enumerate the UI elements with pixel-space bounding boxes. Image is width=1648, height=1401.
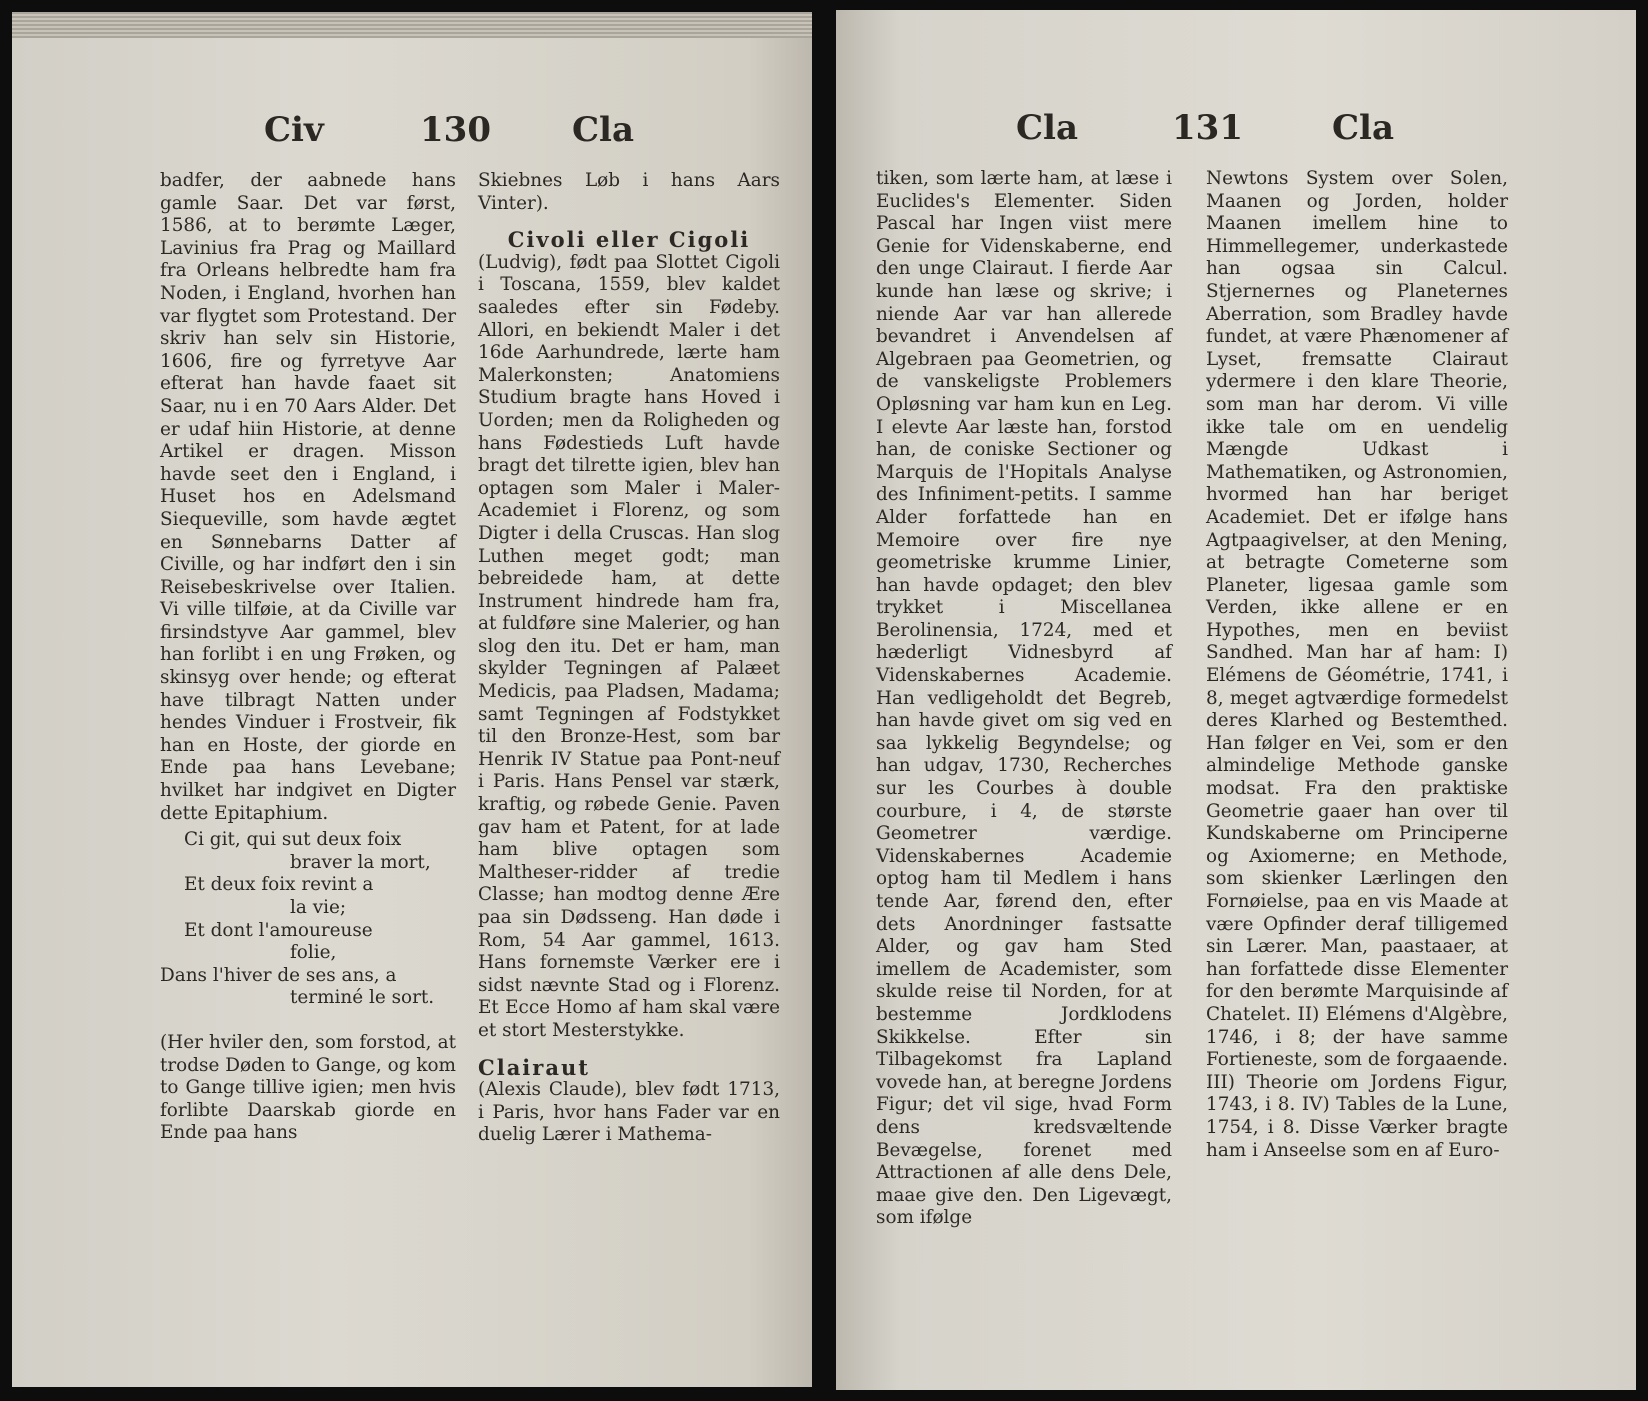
poem-line: Et deux foix revint a xyxy=(184,874,374,896)
paragraph: Skiebnes Løb i hans Aars Vinter). xyxy=(478,170,780,214)
header-right-word: Cla xyxy=(572,110,635,150)
page-number: 131 xyxy=(1172,108,1243,148)
text-column-1 xyxy=(876,168,1172,1230)
paragraph: tiken, som lærte ham, at læse i Euclides's Elementer. Siden Pascal har Ingen viist mere Genie for Videnskaberne, end den unge Clairaut. I fierde Aar kunde han læse og skrive; i niende Aar var han allerede bevandret i Anvendelsen af Algebraen paa Geometrien, og de vanskeligste Problemers Opløsning var ham kun en Leg. I elevte Aar læste han, forstod han, de coniske Sectioner og Marquis de l'Hopitals Analyse des Infiniment-petits. I samme Alder forfattede han en Memoire over fire nye geometriske krumme Linier, han havde opdaget; den blev trykket i Miscellanea Berolinensia, 1724, med et hæderligt Vidnesbyrd af Videnskabernes Academie. Han vedligeholdt det Begreb, han havde givet om sig ved en saa lykkelig Begyndelse; og han udgav, 1730, Recherches sur les Courbes à double courbure, i 4, de største Geometrer værdige. Videnskabernes Academie optog ham til Medlem i hans tende Aar, førend den, efter dets Anordninger fastsatte Alder, og gav ham Sted imellem de Academister, som skulde reise til Norden, for at bestemme Jordklodens Skikkelse. Efter sin Tilbagekomst fra Lapland vovede han, at beregne Jordens Figur; det vil sige, hvad Form dens kredsvæltende Bevægelse, forenet med Attractionen af alle dens Dele, maae give den. Den Ligevægt, som ifølge xyxy=(876,168,1172,1229)
paragraph: (Her hviler den, som forstod, at trodse Døden to Gange, og kom to Gange tillive igien; men hvis forlibte Daarskab giorde en Ende paa hans xyxy=(160,1031,456,1144)
left-page xyxy=(12,12,812,1387)
page-header xyxy=(836,108,1636,158)
poem-line: Dans l'hiver de ses ans, a xyxy=(160,964,397,986)
poem-line: braver la mort, xyxy=(290,851,431,873)
page-number: 130 xyxy=(420,110,491,150)
header-left-word: Cla xyxy=(1016,108,1079,148)
poem-line: terminé le sort. xyxy=(290,987,435,1009)
paragraph: (Ludvig), født paa Slottet Cigoli i Toscana, 1559, blev kaldet saaledes efter sin Fødeby. Allori, en bekiendt Maler i det 16de Aarhundrede, lærte ham Malerkonsten; Anatomiens Studium bragte hans Hoved i Uorden; men da Roligheden og hans Fødestieds Luft havde bragt det tilrette igien, blev han optagen som Maler i Maler-Academiet i Florenz, og som Digter i della Cruscas. Han slog Luthen meget godt; man bebreidede ham, at dette Instrument hindrede ham fra, at fuldføre sine Malerier, og han slog den itu. Det er ham, man skylder Tegningen af Palæet Medicis, paa Pladsen, Madama; samt Tegningen af Fodstykket til den Bronze-Hest, som bar Henrik IV Statue paa Pont-neuf i Paris. Hans Pensel var stærk, kraftig, og røbede Genie. Paven gav ham et Patent, for at lade ham blive optagen som Maltheser-ridder af tredie Classe; han modtog denne Ære paa sin Dødsseng. Han døde i Rom, 54 Aar gammel, 1613. Hans fornemste Værker ere i sidst nævnte Stad og i Florenz. Et Ecce Homo af ham skal være et stort Mesterstykke. xyxy=(478,251,780,1041)
paragraph: (Alexis Claude), blev født 1713, i Paris, hvor hans Fader var en duelig Lærer i Mathema- xyxy=(478,1079,780,1146)
entry-headword: Clairaut xyxy=(478,1054,590,1080)
text-column-2 xyxy=(1206,168,1508,1162)
poem-line: Et dont l'amoureuse xyxy=(184,919,373,941)
header-right-word: Cla xyxy=(1332,108,1395,148)
poem-line: la vie; xyxy=(290,897,347,918)
text-column-1 xyxy=(160,170,456,1145)
header-left-word: Civ xyxy=(264,110,324,150)
poem-line: folie, xyxy=(290,942,337,964)
poem-line: Ci git, qui sut deux foix xyxy=(184,829,402,851)
epitaph-poem xyxy=(160,829,456,1010)
page-edge-top xyxy=(12,12,812,38)
right-page xyxy=(836,10,1636,1390)
paragraph: Newtons System over Solen, Maanen og Jorden, holder Maanen imellem hine to Himmellegemer, underkastede han ogsaa sin Calcul. Stjernernes og Planeternes Aberration, som Bradley havde fundet, at være Phænomener af Lyset, fremsatte Clairaut ydermere i den klare Theorie, som man har derom. Vi ville ikke tale om en uendelig Mængde Udkast i Mathematiken, og Astronomien, hvormed han har beriget Academiet. Det er ifølge hans Agtpaagivelser, at den Mening, at betragte Cometerne som Planeter, ligesaa gamle som Verden, ikke allene er en Hypothes, men en beviist Sandhed. Man har af ham: I) Elémens de Géométrie, 1741, i 8, meget agtværdige formedelst deres Klarhed og Bestemthed. Han følger en Vei, som er den almindelige Methode ganske modsat. Fra den praktiske Geometrie gaaer han over til Kundskaberne om Principerne og Axiomerne; en Methode, som skienker Lærlingen den Fornøielse, paa en vis Maade at være Opfinder deraf tilligemed sin Lærer. Man, paastaaer, at han forfattede disse Elementer for den berømte Marquisinde af Chatelet. II) Elémens d'Algèbre, 1746, i 8; der have samme Fortieneste, som de forgaaende. III) Theorie om Jordens Figur, 1743, i 8. IV) Tables de la Lune, 1754, i 8. Disse Værker bragte ham i Anseelse som en af Euro- xyxy=(1206,168,1508,1161)
page-header xyxy=(12,110,812,160)
entry-headword: Civoli eller Cigoli xyxy=(507,227,751,253)
paragraph: badfer, der aabnede hans gamle Saar. Det var først, 1586, at to berømte Læger, Lavinius fra Prag og Maillard fra Orleans helbredte ham fra Noden, i England, hvorhen han var flygtet som Protestand. Der skriv han selv sin Historie, 1606, fire og fyrretyve Aar efterat han havde faaet sit Saar, nu i en 70 Aars Alder. Det er udaf hiin Historie, at denne Artikel er dragen. Misson havde seet den i England, i Huset hos en Adelsmand Siequeville, som havde ægtet en Sønnebarns Datter af Civille, og har indført den i sin Reisebeskrivelse over Italien. Vi ville tilføie, at da Civille var firsindstyve Aar gammel, blev han forlibt i en ung Frøken, og skinsyg over hende; og efterat have tilbragt Natten under hendes Vinduer i Frostveir, fik han en Hoste, der giorde en Ende paa hans Levebane; hvilket har indgivet en Digter dette Epitaphium. xyxy=(160,170,456,824)
text-column-2 xyxy=(478,170,780,1147)
